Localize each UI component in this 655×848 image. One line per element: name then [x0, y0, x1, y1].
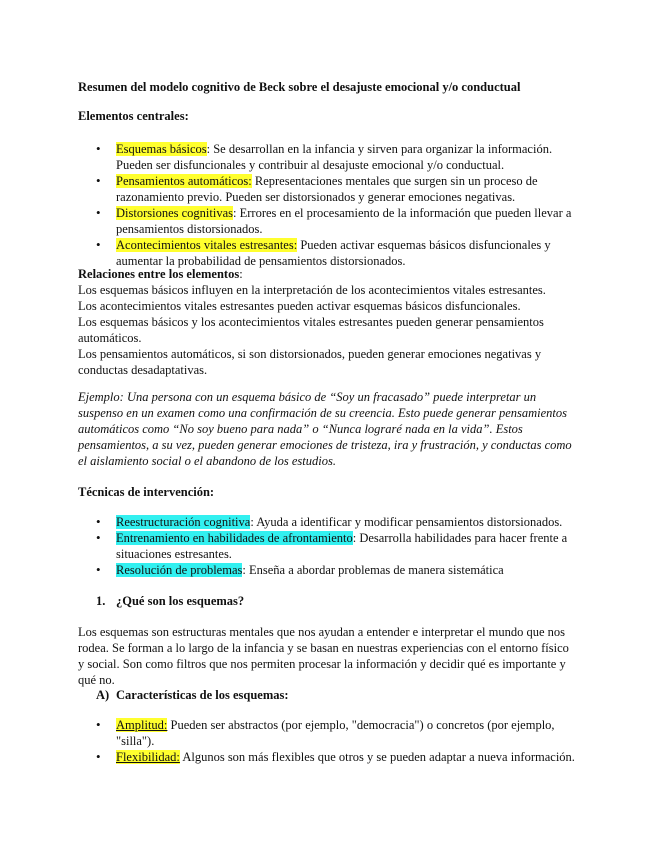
- elements-list: [78, 141, 578, 269]
- section-letter: A): [96, 688, 110, 702]
- techniques-heading: Técnicas de intervención:: [78, 485, 215, 499]
- section-number: 1.: [96, 594, 106, 608]
- list-item: [78, 237, 578, 269]
- list-item: [78, 749, 578, 765]
- highlighted-term: Distorsiones cognitivas: [116, 206, 234, 220]
- section-title: Características de los esquemas:: [116, 688, 289, 702]
- schemas-paragraph: Los esquemas son estructuras mentales que nos ayudan a entender e interpretar el mundo que nos rodea. Se forman a lo largo de la infancia y se basan en nuestras experiencias con el entorno físico y social. Son como filtros que nos permiten procesar la información y decidir qué es importante y qué no.: [78, 625, 569, 687]
- characteristics-list: [78, 717, 578, 765]
- relation-line: Los acontecimientos vitales estresantes pueden activar esquemas básicos disfuncionales.: [78, 299, 521, 313]
- highlighted-term: Amplitud:: [116, 718, 168, 732]
- item-text: : Desarrolla habilidades para hacer frente a situaciones estresantes.: [116, 531, 568, 561]
- relations-colon: :: [239, 267, 243, 281]
- list-item: [78, 514, 578, 530]
- highlighted-term: Acontecimientos vitales estresantes:: [116, 238, 298, 252]
- relations-heading: Relaciones entre los elementos: [78, 267, 240, 281]
- relation-line: Los esquemas básicos influyen en la interpretación de los acontecimientos vitales estresantes.: [78, 283, 546, 297]
- relation-line: Los pensamientos automáticos, si son distorsionados, pueden generar emociones negativas y conductas desadaptativas.: [78, 347, 542, 377]
- relations-heading-line: [78, 266, 578, 282]
- highlighted-term: Esquemas básicos: [116, 142, 207, 156]
- techniques-list: [78, 514, 578, 578]
- list-item: [78, 530, 578, 562]
- list-item: [78, 173, 578, 205]
- list-item: [78, 562, 578, 578]
- list-item: [78, 141, 578, 173]
- relation-line: Los esquemas básicos y los acontecimientos vitales estresantes pueden generar pensamientos automáticos.: [78, 315, 544, 345]
- section-heading-characteristics: [96, 687, 596, 703]
- highlighted-term: Resolución de problemas: [116, 563, 243, 577]
- elements-heading: Elementos centrales:: [78, 109, 189, 123]
- item-text: : Ayuda a identificar y modificar pensamientos distorsionados.: [250, 515, 563, 529]
- item-text: : Enseña a abordar problemas de manera sistemática: [242, 563, 504, 577]
- item-text: Pueden ser abstractos (por ejemplo, "democracia") o concretos (por ejemplo, "silla").: [116, 718, 555, 748]
- section-heading-schemas: [96, 593, 596, 609]
- item-text: Representaciones mentales que surgen sin un proceso de razonamiento previo. Pueden ser distorsionados y generar emociones negativas.: [116, 174, 538, 204]
- relations-section: [78, 266, 578, 378]
- list-item: [78, 205, 578, 237]
- highlighted-term: Pensamientos automáticos:: [116, 174, 252, 188]
- highlighted-term: Reestructuración cognitiva: [116, 515, 251, 529]
- document-title: Resumen del modelo cognitivo de Beck sobre el desajuste emocional y/o conductual: [78, 80, 521, 94]
- item-text: : Se desarrollan en la infancia y sirven para organizar la información. Pueden ser disfuncionales y contribuir al desajuste emocional y/o conductual.: [116, 142, 553, 172]
- highlighted-term: Entrenamiento en habilidades de afrontamiento: [116, 531, 353, 545]
- highlighted-term: Flexibilidad:: [116, 750, 180, 764]
- section-title: ¿Qué son los esquemas?: [116, 594, 245, 608]
- item-text: Algunos son más flexibles que otros y se pueden adaptar a nueva información.: [179, 750, 575, 764]
- item-text: Pueden activar esquemas básicos disfuncionales y aumentar la probabilidad de pensamientos distorsionados.: [116, 238, 551, 268]
- list-item: [78, 717, 578, 749]
- example-paragraph: Ejemplo: Una persona con un esquema básico de “Soy un fracasado” puede interpretar un suspenso en un examen como una confirmación de su creencia. Esto puede generar pensamientos automáticos como “No soy bueno para nada” o “Nunca lograré nada en la vida”. Estos pensamientos, a su vez, pueden generar emociones de tristeza, ira y frustración, y conductas como el aislamiento social o el abandono de los estudios.: [78, 390, 572, 468]
- item-text: : Errores en el procesamiento de la información que pueden llevar a pensamientos distorsionados.: [116, 206, 572, 236]
